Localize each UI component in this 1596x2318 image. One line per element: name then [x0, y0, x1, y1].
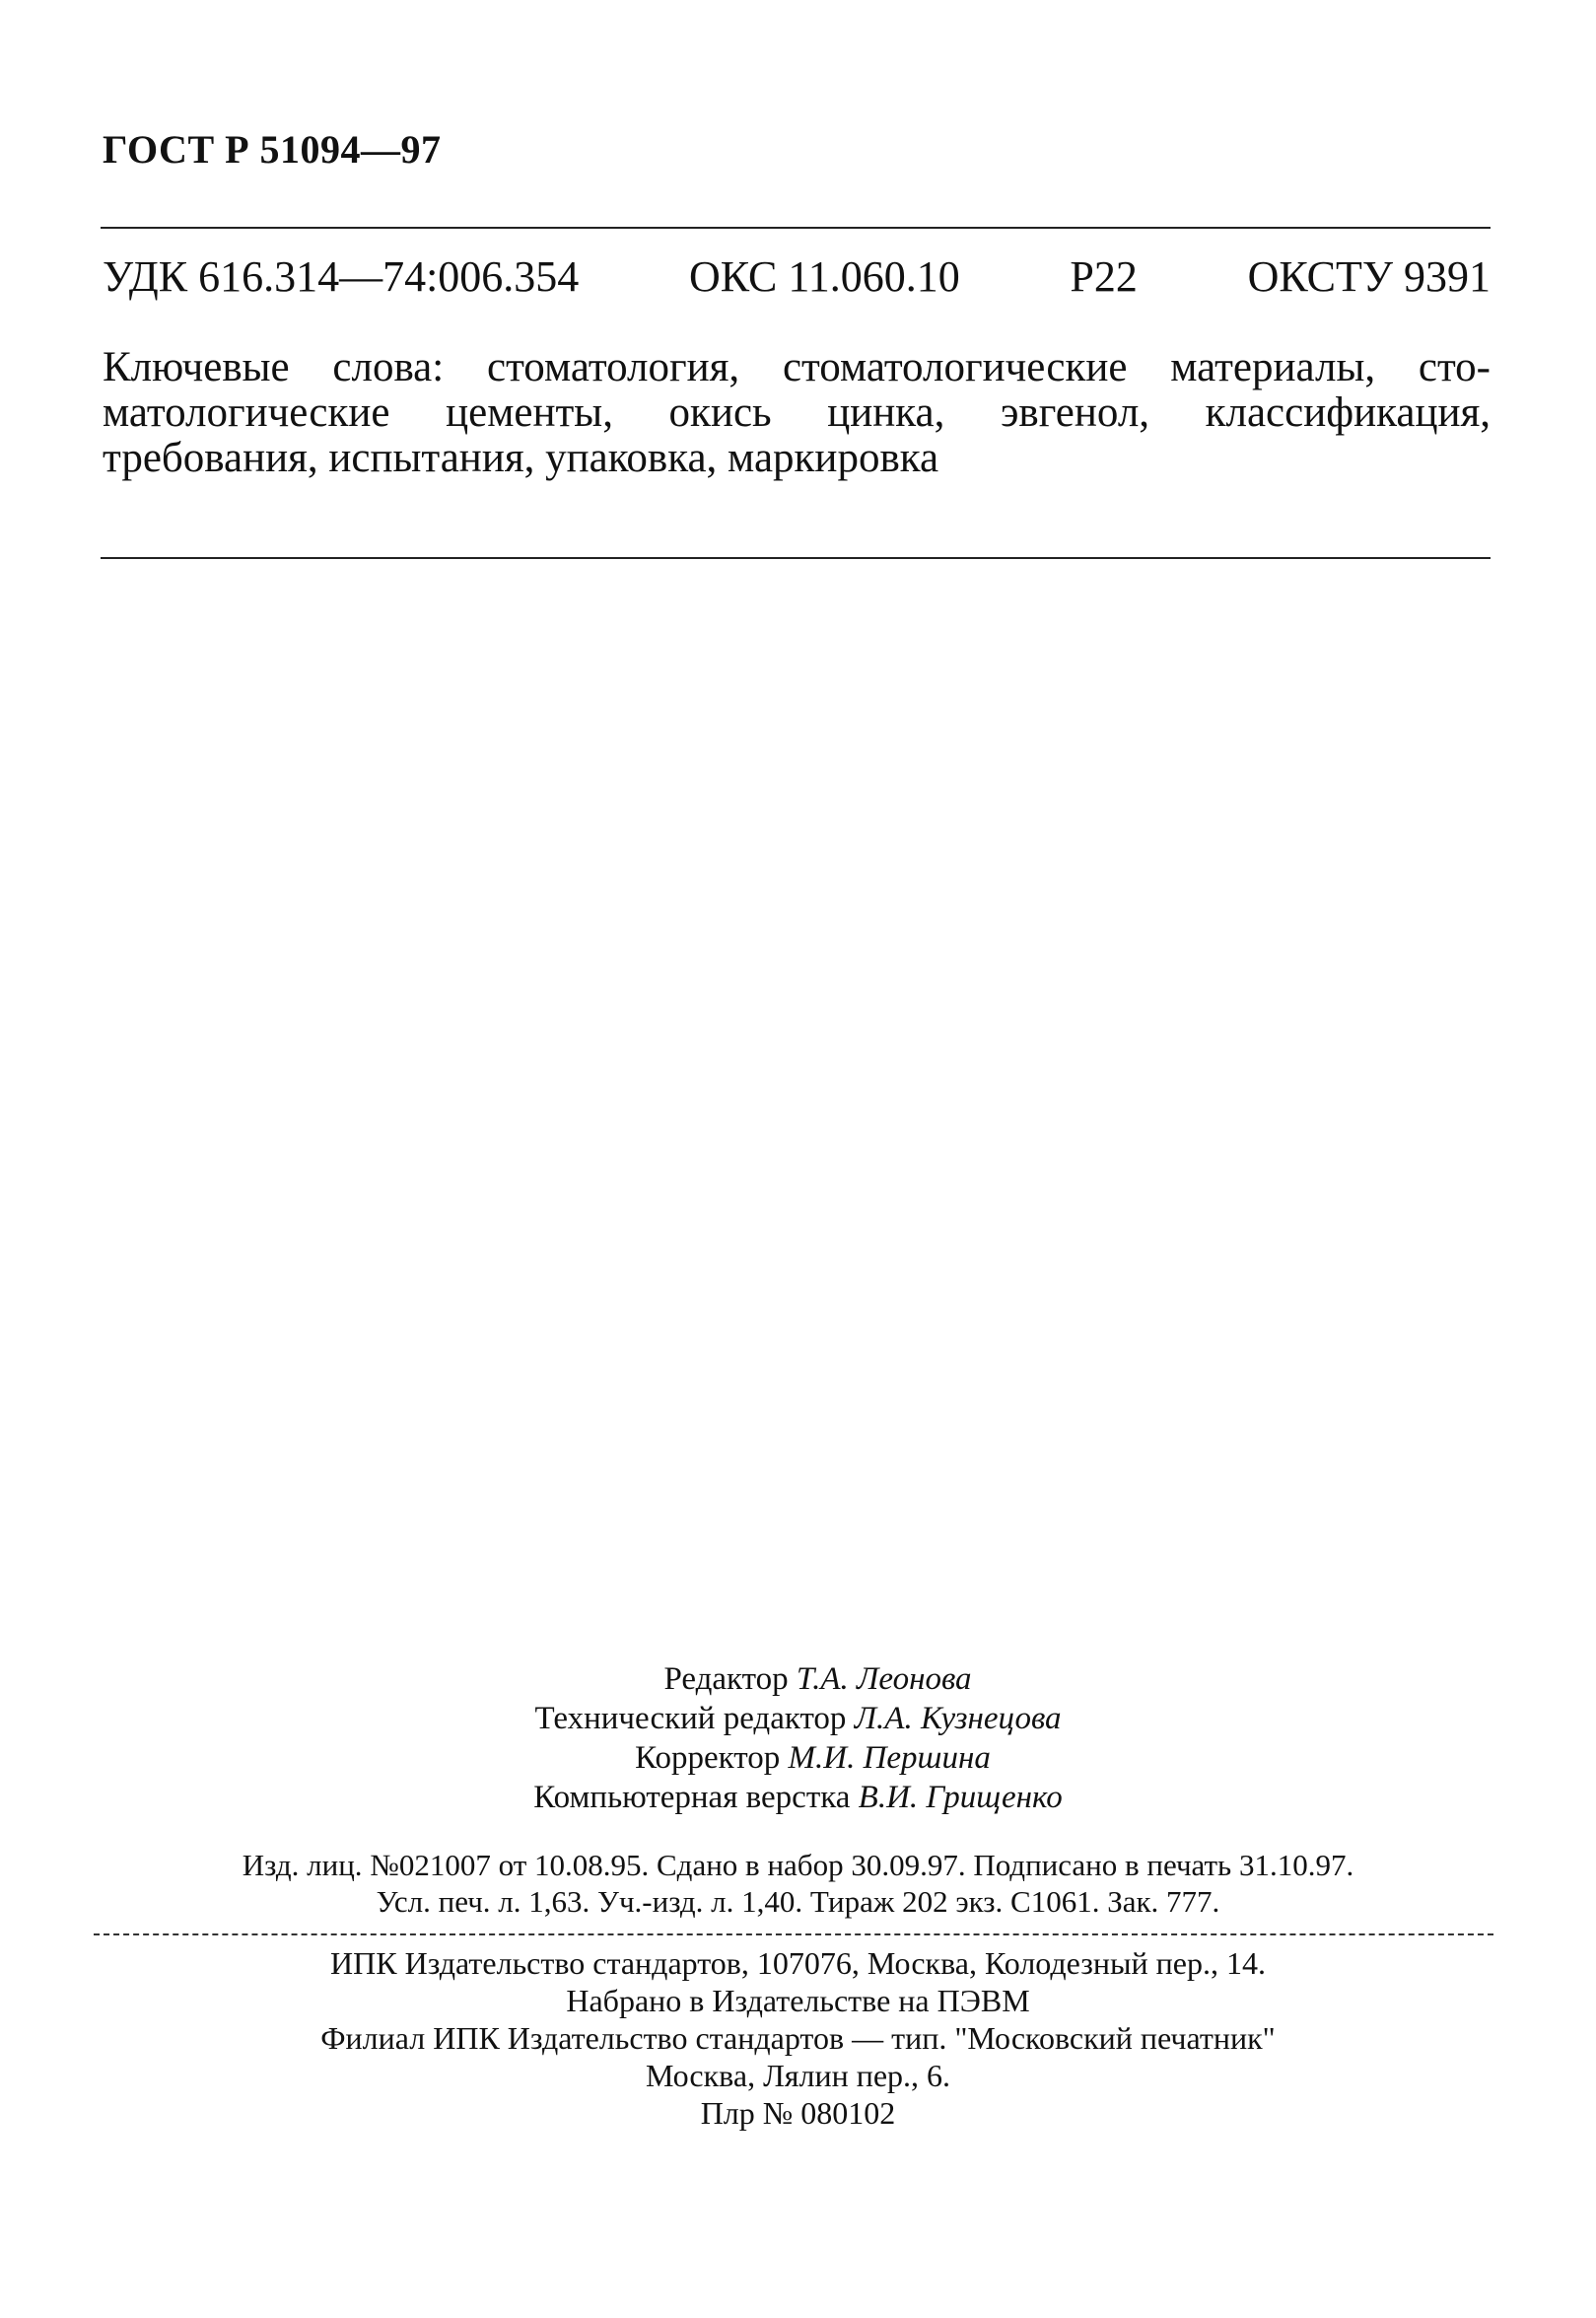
publisher-line: Филиал ИПК Издательство стандартов — тип. "Московский печатник" — [320, 2020, 1276, 2056]
imprint-divider — [94, 1933, 1493, 1935]
keywords-line: матологические цементы, окись цинка, эвгенол, классификация, — [103, 389, 1491, 436]
udk-code: УДК 616.314—74:006.354 — [103, 252, 580, 301]
tech-editor-row — [0, 1699, 1596, 1738]
layout-row — [0, 1778, 1596, 1817]
publisher-line: ИПК Издательство стандартов, 107076, Москва, Колодезный пер., 14. — [330, 1945, 1266, 1981]
keywords-divider — [101, 557, 1491, 559]
layout-name: В.И. Грищенко — [858, 1780, 1063, 1815]
classification-line — [103, 251, 1491, 302]
okstu-code: ОКСТУ 9391 — [1247, 252, 1491, 301]
publisher-line: Плр № 080102 — [700, 2095, 896, 2131]
keywords-line: Ключевые слова: стоматология, стоматологические материалы, сто- — [103, 344, 1491, 390]
corrector-row — [0, 1738, 1596, 1778]
tech-editor-label: Технический редактор — [534, 1701, 847, 1736]
standard-code: ГОСТ Р 51094—97 — [103, 127, 442, 172]
editor-row — [0, 1659, 1596, 1699]
corrector-label: Корректор — [635, 1740, 781, 1776]
editor-label: Редактор — [663, 1661, 789, 1697]
publisher-line: Москва, Лялин пер., 6. — [645, 2058, 951, 2093]
editor-name: Т.А. Леонова — [796, 1661, 972, 1697]
top-divider — [101, 227, 1491, 229]
publisher-line: Набрано в Издательстве на ПЭВМ — [566, 1983, 1030, 2018]
oks-code: ОКС 11.060.10 — [688, 252, 960, 301]
tech-editor-name: Л.А. Кузнецова — [854, 1701, 1062, 1736]
publisher-block — [0, 1944, 1596, 2132]
layout-label: Компьютерная верстка — [533, 1780, 851, 1815]
keywords-paragraph — [103, 345, 1491, 481]
imprint-block — [0, 1847, 1596, 1920]
imprint-line: Усл. печ. л. 1,63. Уч.-изд. л. 1,40. Тираж 202 экз. С1061. Зак. 777. — [376, 1884, 1220, 1919]
group-code: Р22 — [1070, 252, 1138, 301]
corrector-name: М.И. Першина — [788, 1740, 991, 1776]
credits-block — [0, 1659, 1596, 1817]
imprint-line: Изд. лиц. №021007 от 10.08.95. Сдано в набор 30.09.97. Подписано в печать 31.10.97. — [242, 1848, 1354, 1882]
keywords-line: требования, испытания, упаковка, маркировка — [103, 435, 939, 481]
